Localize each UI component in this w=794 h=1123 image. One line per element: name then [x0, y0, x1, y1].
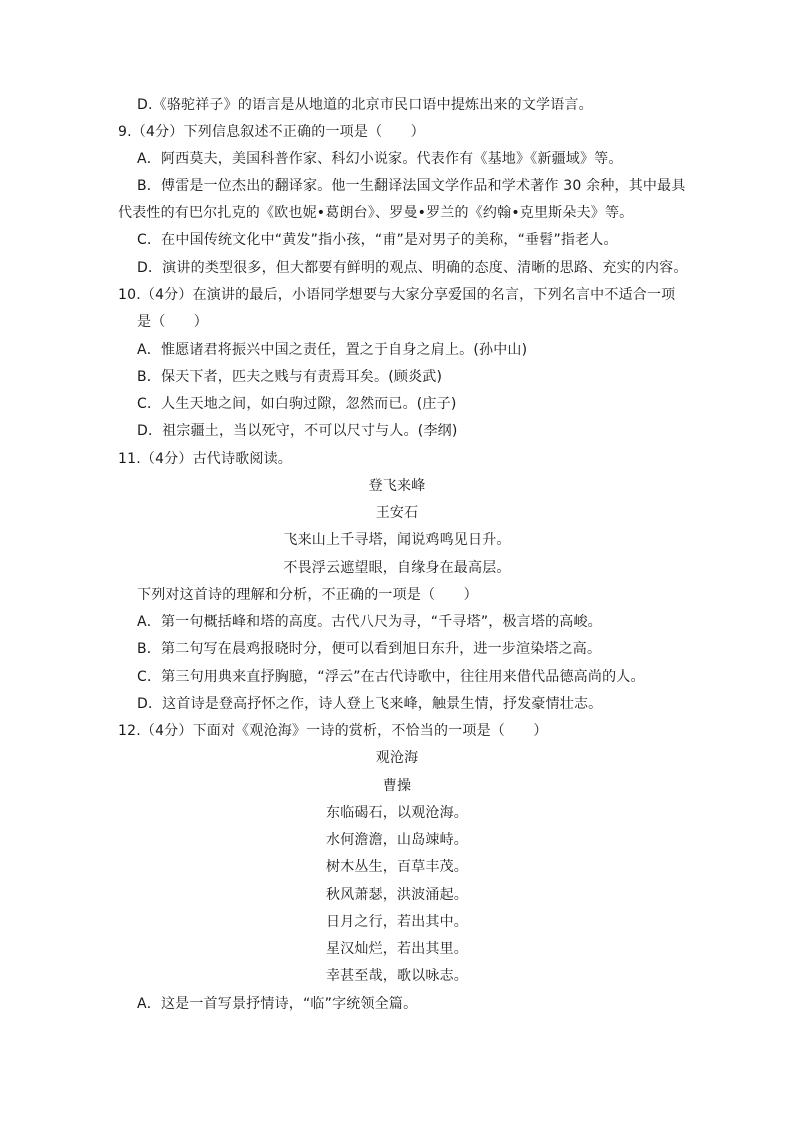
poem-2-line: 幸甚至哉，歌以咏志。 — [326, 968, 468, 984]
poem-2-line: 水何澹澹，山岛竦峙。 — [326, 832, 468, 848]
option-9b-line2: 代表性的有巴尔扎克的《欧也妮•葛朗台》、罗曼•罗兰的《约翰•克里斯朵夫》等。 — [118, 205, 634, 221]
poem-2-line: 星汉灿烂，若出其里。 — [326, 941, 468, 957]
option-10a: A．惟愿诸君将振兴中国之责任，置之于自身之肩上。(孙中山) — [137, 342, 528, 358]
option-10d: D．祖宗疆土，当以死守，不可以尺寸与人。(李纲) — [137, 423, 458, 439]
option-11a: A．第一句概括峰和塔的高度。古代八尺为寻，“千寻塔”，极言塔的高峻。 — [137, 614, 602, 630]
poem-2-author: 曹操 — [382, 778, 412, 794]
option-9a: A．阿西莫夫，美国科普作家、科幻小说家。代表作有《基地》《新疆域》等。 — [137, 151, 623, 167]
option-9d: D．演讲的类型很多，但大都要有鲜明的观点、明确的态度、清晰的思路、充实的内容。 — [137, 260, 688, 276]
question-10-stem-line1: 10.（4分）在演讲的最后，小语同学想要与大家分享爱国的名言，下列名言中不适合一项 — [118, 287, 676, 303]
option-12a: A．这是一首写景抒情诗，“临”字统领全篇。 — [137, 996, 418, 1012]
option-10c: C．人生天地之间，如白驹过隙，忽然而已。(庄子) — [137, 396, 457, 412]
question-12-stem: 12.（4分）下面对《观沧海》一诗的赏析，不恰当的一项是（ ） — [118, 723, 548, 739]
option-11d: D．这首诗是登高抒怀之作，诗人登上飞来峰，触景生情，抒发豪情壮志。 — [137, 696, 603, 712]
poem-2-line: 秋风萧瑟，洪波涌起。 — [326, 887, 468, 903]
poem-1-line: 不畏浮云遮望眼，自缘身在最高层。 — [283, 560, 511, 576]
poem-2-title: 观沧海 — [375, 750, 419, 766]
question-11-prompt: 下列对这首诗的理解和分析，不正确的一项是（ ） — [137, 587, 478, 603]
poem-2-line: 东临碣石，以观沧海。 — [326, 805, 468, 821]
option-9c: C．在中国传统文化中“黄发”指小孩，“甫”是对男子的美称，“垂髫”指老人。 — [137, 232, 618, 248]
question-10-stem-line2: 是（ ） — [137, 314, 208, 330]
question-9-stem: 9.（4分）下列信息叙述不正确的一项是（ ） — [118, 124, 425, 140]
poem-1-title: 登飞来峰 — [368, 478, 426, 494]
poem-1-line: 飞来山上千寻塔，闻说鸡鸣见日升。 — [283, 532, 511, 548]
poem-2-line: 日月之行，若出其中。 — [326, 914, 468, 930]
poem-2-line: 树木丛生，百草丰茂。 — [326, 859, 468, 875]
option-10b: B．保天下者，匹夫之贱与有责焉耳矣。(顾炎武) — [137, 369, 443, 385]
question-11-stem: 11.（4分）古代诗歌阅读。 — [118, 451, 292, 467]
option-8d: D.《骆驼祥子》的语言是从地道的北京市民口语中提炼出来的文学语言。 — [137, 97, 593, 113]
option-11b: B．第二句写在晨鸡报晓时分，便可以看到旭日东升，进一步渲染塔之高。 — [137, 641, 602, 657]
option-9b-line1: B．傅雷是一位杰出的翻译家。他一生翻译法国文学作品和学术著作 30 余种，其中最具 — [137, 178, 686, 194]
poem-1-author: 王安石 — [375, 505, 419, 521]
option-11c: C．第三句用典来直抒胸臆，“浮云”在古代诗歌中，往往用来借代品德高尚的人。 — [137, 669, 645, 685]
